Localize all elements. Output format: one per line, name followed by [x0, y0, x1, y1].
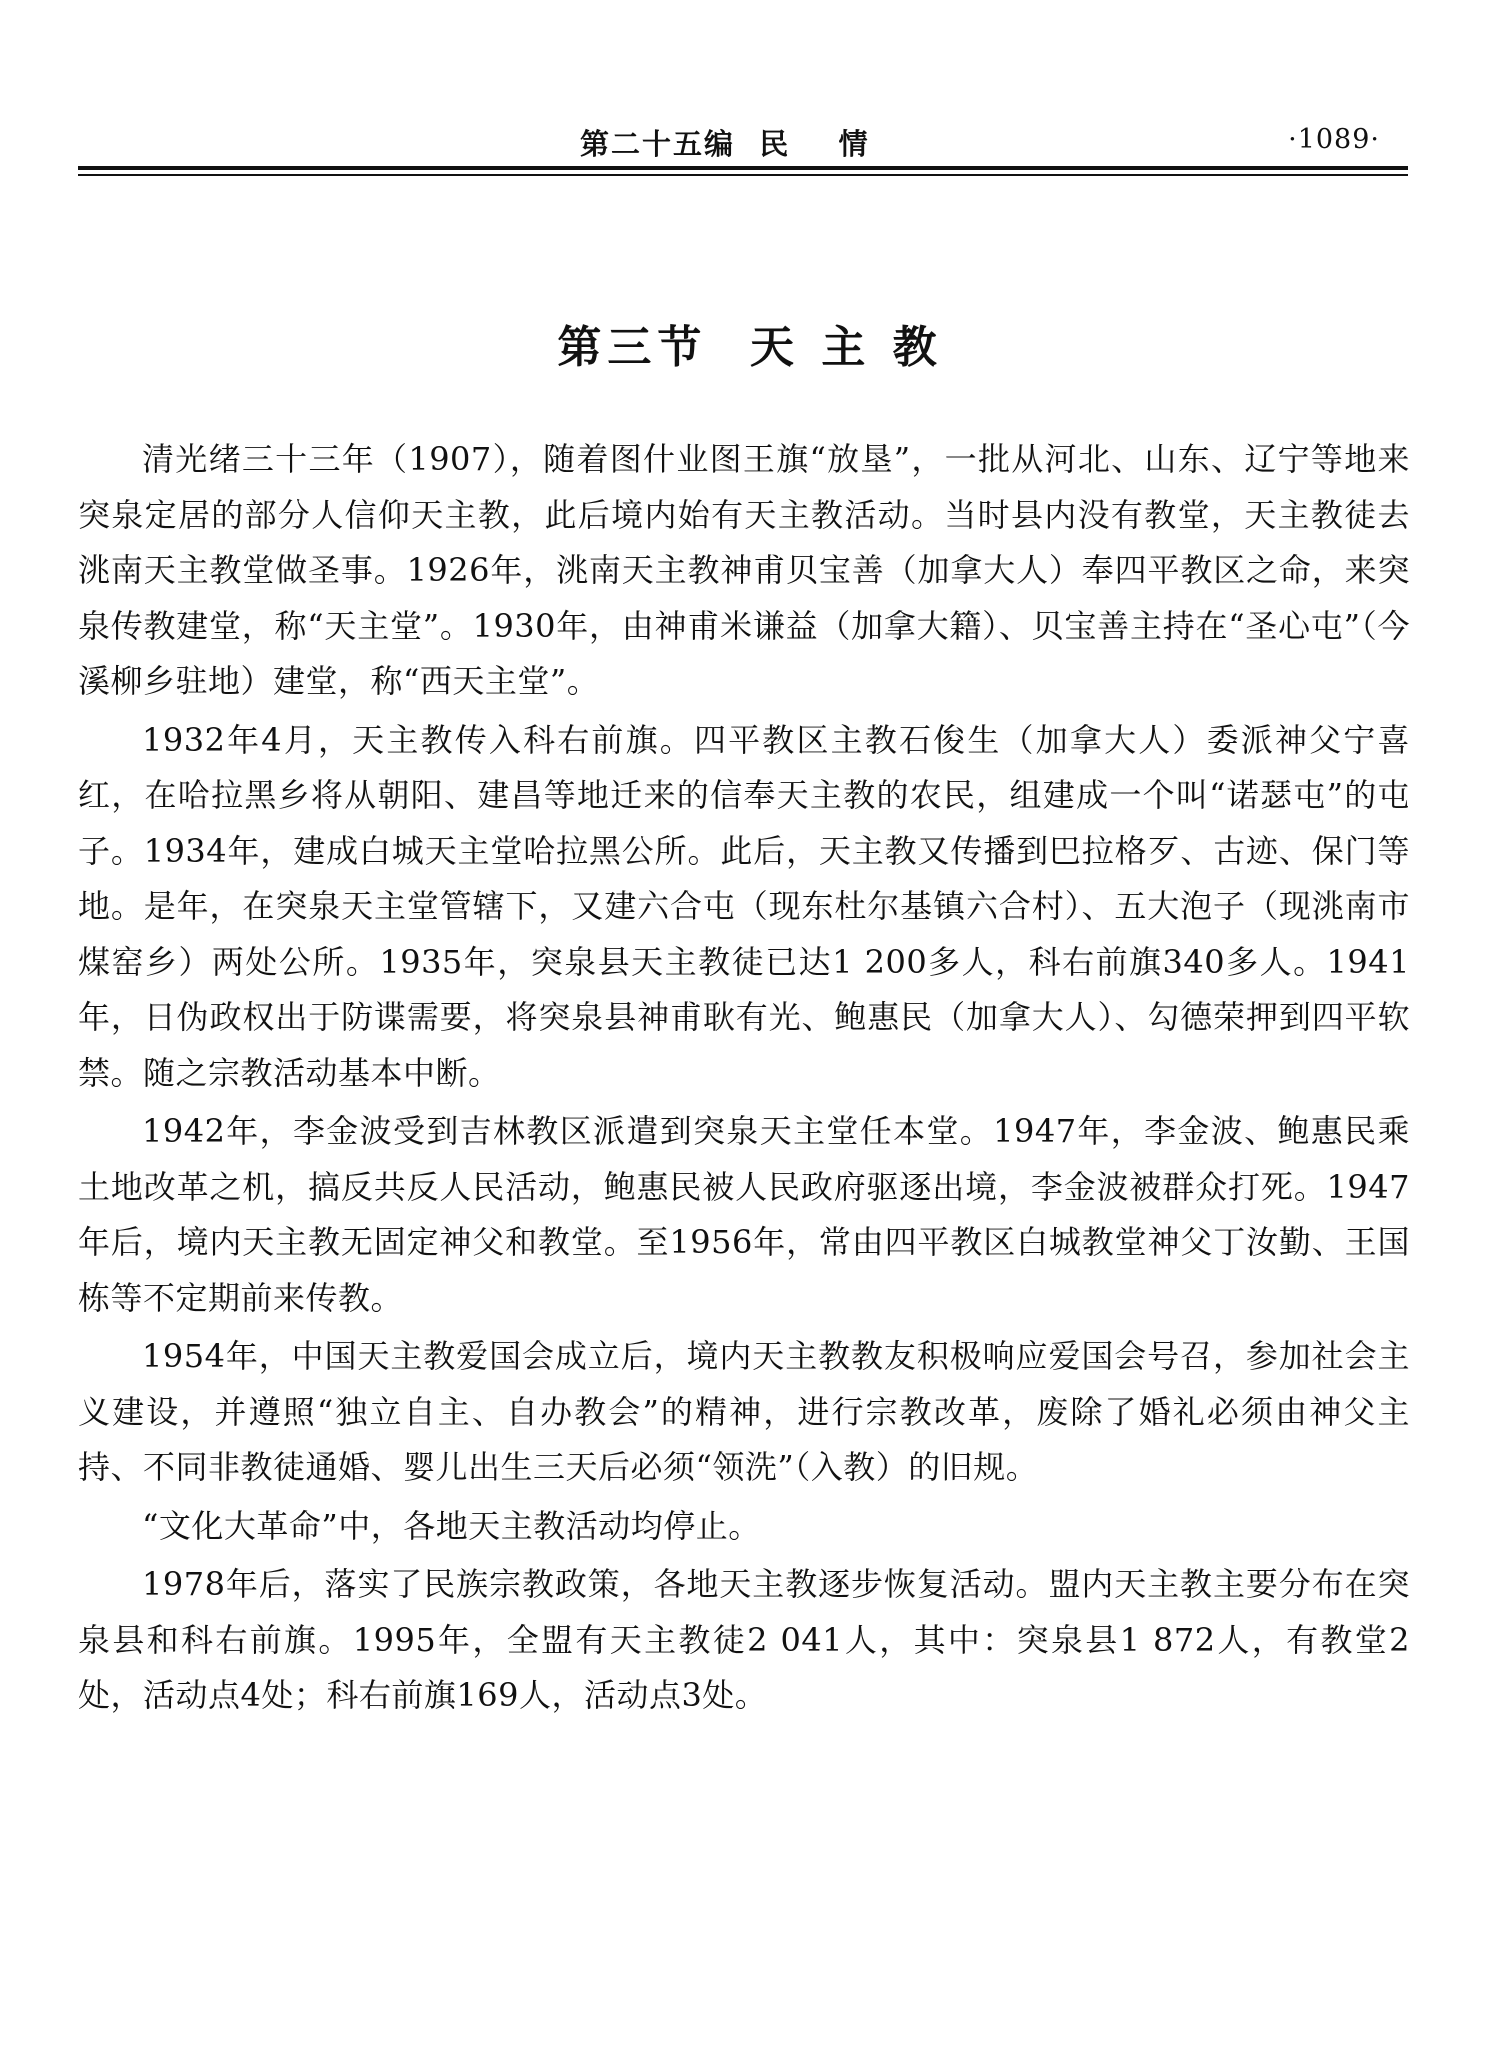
body-text — [78, 432, 1410, 1724]
section-title: 第三节 天 主 教 — [557, 322, 943, 374]
paragraph: “文化大革命”中，各地天主教活动均停止。 — [142, 1506, 761, 1545]
paragraph: 1978年后，落实了民族宗教政策，各地天主教逐步恢复活动。盟内天主教主要分布在突泉县和科右前旗。1995年，全盟有天主教徒2 041人，其中：突泉县1 872人，有教堂2处，活动点4处；科右前旗169人，活动点3处。 — [78, 1565, 1410, 1714]
paragraph: 1954年，中国天主教爱国会成立后，境内天主教教友积极响应爱国会号召，参加社会主义建设，并遵照“独立自主、自办教会”的精神，进行宗教改革，废除了婚礼必须由神父主持、不同非教徒通婚、婴儿出生三天后必须“领洗”（入教）的旧规。 — [78, 1337, 1410, 1486]
paragraph: 1942年，李金波受到吉林教区派遣到突泉天主堂任本堂。1947年，李金波、鲍惠民乘土地改革之机，搞反共反人民活动，鲍惠民被人民政府驱逐出境，李金波被群众打死。1947年后，境内天主教无固定神父和教堂。至1956年，常由四平教区白城教堂神父丁汝勤、王国栋等不定期前来传教。 — [78, 1112, 1410, 1317]
running-header — [78, 112, 1408, 168]
paragraph: 1932年4月，天主教传入科右前旗。四平教区主教石俊生（加拿大人）委派神父宁喜红，在哈拉黑乡将从朝阳、建昌等地迁来的信奉天主教的农民，组建成一个叫“诺瑟屯”的屯子。1934年，建成白城天主堂哈拉黑公所。此后，天主教又传播到巴拉格歹、古迹、保门等地。是年，在突泉天主堂管辖下，又建六合屯（现东杜尔基镇六合村）、五大泡子（现洮南市煤窑乡）两处公所。1935年，突泉县天主教徒已达1 200多人，科右前旗340多人。1941年，日伪政权出于防谍需要，将突泉县神甫耿有光、鲍惠民（加拿大人）、勾德荣押到四平软禁。随之宗教活动基本中断。 — [78, 720, 1410, 1092]
header-rule-thin — [78, 174, 1408, 176]
page-number: ·1089· — [1288, 124, 1380, 155]
header-rule-thick — [78, 166, 1408, 170]
running-title: 第二十五编 民 情 — [580, 127, 870, 161]
paragraph: 清光绪三十三年（1907），随着图什业图王旗“放垦”，一批从河北、山东、辽宁等地来突泉定居的部分人信仰天主教，此后境内始有天主教活动。当时县内没有教堂，天主教徒去洮南天主教堂做圣事。1926年，洮南天主教神甫贝宝善（加拿大人）奉四平教区之命，来突泉传教建堂，称“天主堂”。1930年，由神甫米谦益（加拿大籍）、贝宝善主持在“圣心屯”（今溪柳乡驻地）建堂，称“西天主堂”。 — [78, 440, 1410, 700]
